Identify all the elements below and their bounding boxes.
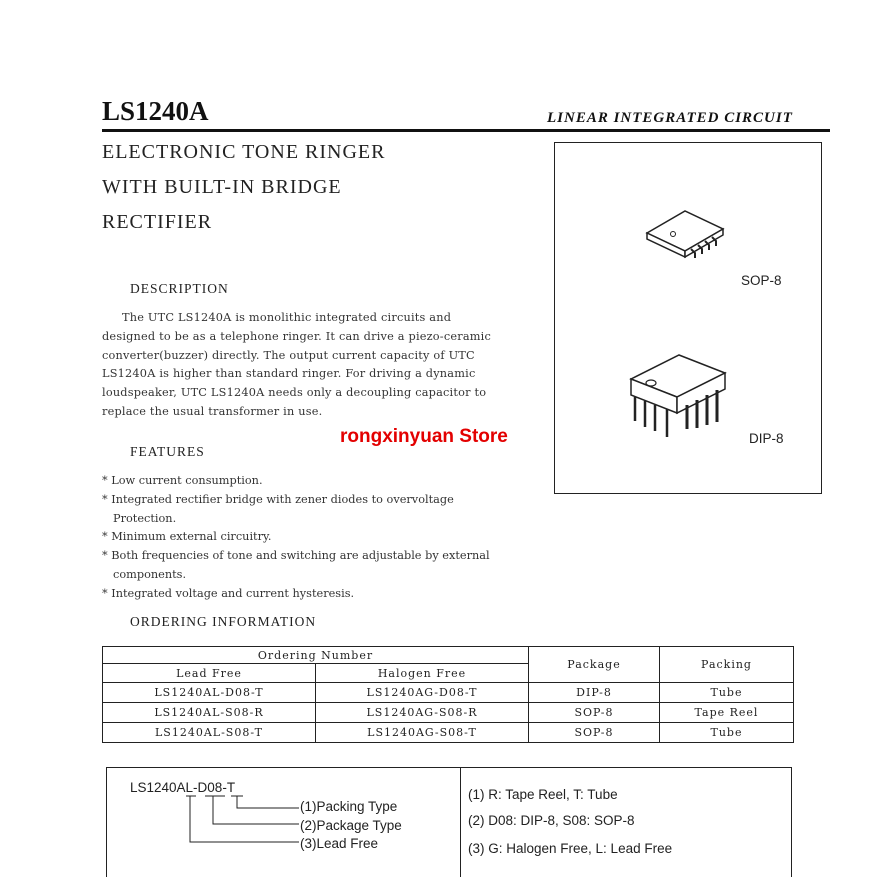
- halogen-free-cell: LS1240AG-D08-T: [316, 683, 529, 703]
- halogen-free-header: Halogen Free: [316, 664, 529, 683]
- title-line-1: ELECTRONIC TONE RINGER: [102, 141, 386, 163]
- ordering-table: [102, 646, 794, 743]
- package-cell: SOP-8: [529, 703, 660, 723]
- feature-item: * Minimum external circuitry.: [102, 530, 272, 544]
- legend-note: (3) G: Halogen Free, L: Lead Free: [468, 841, 673, 856]
- package-illustration-box: [554, 142, 822, 494]
- features-heading: FEATURES: [130, 444, 205, 459]
- ordering-number-header: Ordering Number: [103, 647, 529, 664]
- packing-header: Packing: [660, 647, 794, 683]
- package-header: Package: [529, 647, 660, 683]
- description-heading: DESCRIPTION: [130, 281, 229, 296]
- feature-item: * Integrated voltage and current hysteresis.: [102, 586, 355, 600]
- package-type-label: (2)Package Type: [300, 818, 402, 833]
- feature-item-continuation: Protection.: [113, 511, 177, 525]
- description-line: The UTC LS1240A is monolithic integrated circuits and: [122, 311, 452, 324]
- description-line: LS1240A is higher than standard ringer. For driving a dynamic: [102, 367, 476, 381]
- halogen-free-cell: LS1240AG-S08-T: [316, 723, 529, 743]
- description-line: converter(buzzer) directly. The output current capacity of UTC: [102, 348, 475, 362]
- lead-free-cell: LS1240AL-D08-T: [103, 683, 316, 703]
- lead-free-label: (3)Lead Free: [300, 836, 379, 851]
- category-label: LINEAR INTEGRATED CIRCUIT: [547, 110, 793, 126]
- package-cell: DIP-8: [529, 683, 660, 703]
- feature-item: * Both frequencies of tone and switching are adjustable by external: [102, 549, 490, 563]
- packing-cell: Tape Reel: [660, 703, 794, 723]
- legend-note: (1) R: Tape Reel, T: Tube: [468, 787, 618, 802]
- description-line: replace the usual transformer in use.: [102, 404, 323, 418]
- package-cell: SOP-8: [529, 723, 660, 743]
- table-row: [103, 703, 794, 723]
- dip8-label: DIP-8: [749, 431, 784, 446]
- ordering-heading: ORDERING INFORMATION: [130, 614, 317, 629]
- title-line-2: WITH BUILT-IN BRIDGE: [102, 176, 342, 198]
- sop8-chip-icon: [647, 211, 723, 258]
- header-rule: [102, 129, 830, 132]
- feature-item: * Integrated rectifier bridge with zener diodes to overvoltage: [102, 492, 454, 506]
- part-code-leader-lines: [180, 794, 300, 850]
- part-code: LS1240AL-D08-T: [130, 780, 236, 795]
- description-text: [102, 309, 502, 422]
- store-watermark: rongxinyuan Store: [340, 426, 508, 447]
- features-list: [102, 472, 522, 604]
- feature-item-continuation: components.: [113, 567, 187, 581]
- packing-cell: Tube: [660, 683, 794, 703]
- table-row: [103, 723, 794, 743]
- description-line: loudspeaker, UTC LS1240A needs only a decoupling capacitor to: [102, 386, 487, 400]
- lead-free-header: Lead Free: [103, 664, 316, 683]
- legend-note: (2) D08: DIP-8, S08: SOP-8: [468, 813, 635, 828]
- lead-free-cell: LS1240AL-S08-R: [103, 703, 316, 723]
- packing-type-label: (1)Packing Type: [300, 799, 398, 814]
- part-number: LS1240A: [102, 96, 209, 126]
- title-line-3: RECTIFIER: [102, 211, 213, 233]
- packing-cell: Tube: [660, 723, 794, 743]
- description-line: designed to be as a telephone ringer. It can drive a piezo-ceramic: [102, 329, 492, 343]
- dip8-chip-icon: [631, 355, 725, 437]
- table-row: [103, 683, 794, 703]
- feature-item: * Low current consumption.: [102, 474, 263, 487]
- part-code-divider: [460, 767, 461, 877]
- lead-free-cell: LS1240AL-S08-T: [103, 723, 316, 743]
- sop8-label: SOP-8: [741, 273, 782, 288]
- halogen-free-cell: LS1240AG-S08-R: [316, 703, 529, 723]
